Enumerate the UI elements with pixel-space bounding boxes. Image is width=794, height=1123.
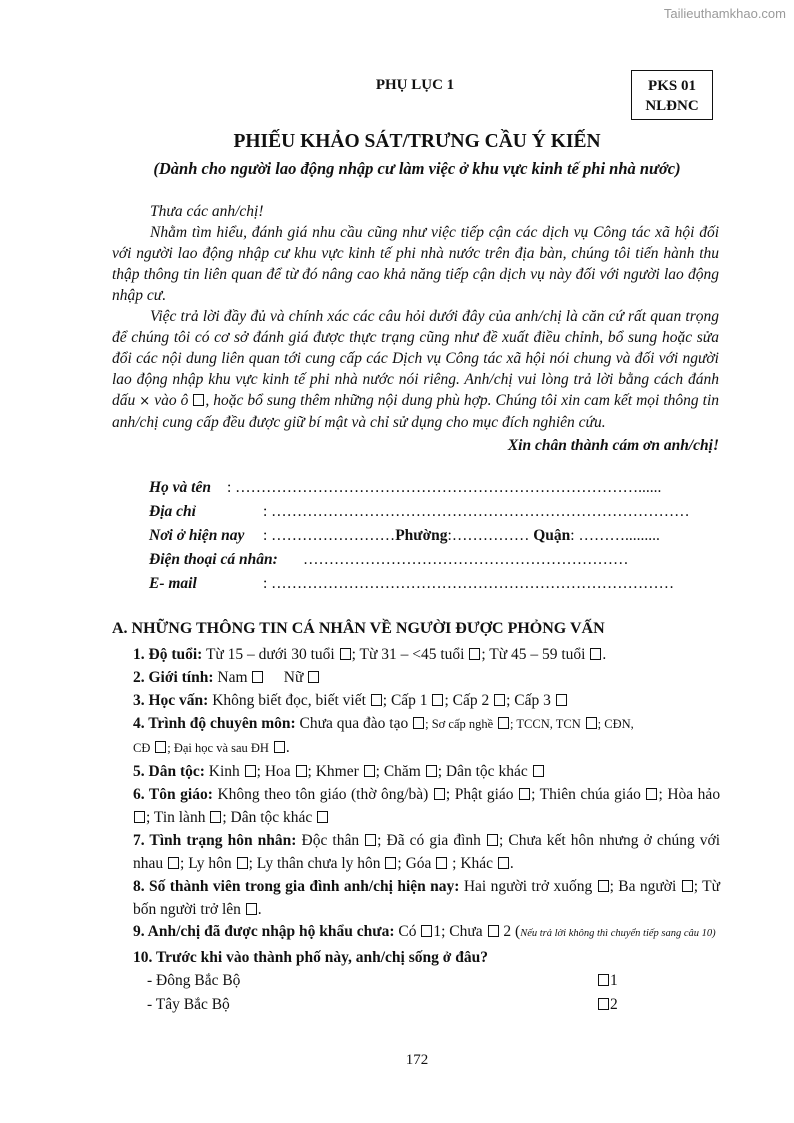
q10-checkbox-2[interactable] bbox=[598, 998, 609, 1010]
q3-label: 3. Học vấn: bbox=[133, 692, 209, 709]
email-label: E- mail bbox=[149, 575, 197, 592]
watermark: Tailieuthamkhao.com bbox=[663, 6, 786, 21]
q6-checkbox-6[interactable] bbox=[317, 811, 328, 823]
q7-option-1: Độc thân bbox=[301, 832, 360, 849]
q4-option-4: ; CĐN, bbox=[597, 717, 634, 731]
q6-option-6: ; Dân tộc khác bbox=[222, 809, 313, 826]
q6-checkbox-4[interactable] bbox=[134, 811, 145, 823]
residence-dots-3: : ………......... bbox=[570, 527, 660, 544]
q9-label: 9. Anh/chị đã được nhập hộ khẩu chưa: bbox=[133, 923, 395, 940]
q7-checkbox-5[interactable] bbox=[385, 857, 396, 869]
q4-option-5: CĐ bbox=[133, 741, 151, 755]
q7-label: 7. Tình trạng hôn nhân: bbox=[133, 832, 297, 849]
q7-checkbox-3[interactable] bbox=[168, 857, 179, 869]
q2-checkbox-2[interactable] bbox=[308, 671, 319, 683]
q5-option-4: ; Chăm bbox=[375, 763, 421, 780]
q8-checkbox-3[interactable] bbox=[246, 903, 257, 915]
q5-checkbox-1[interactable] bbox=[245, 765, 256, 777]
name-row[interactable] bbox=[149, 476, 719, 500]
q8-checkbox-2[interactable] bbox=[682, 880, 693, 892]
q7-checkbox-6[interactable] bbox=[436, 857, 447, 869]
q2-label: 2. Giới tính: bbox=[133, 669, 214, 686]
q8-checkbox-1[interactable] bbox=[598, 880, 609, 892]
q6-separator: ; bbox=[658, 786, 663, 803]
q4-checkbox-2[interactable] bbox=[498, 717, 509, 729]
q10-option-1-code: 1 bbox=[610, 972, 618, 989]
question-4 bbox=[133, 712, 720, 760]
q6-option-2: ; Phật giáo bbox=[445, 786, 514, 803]
q10-option-1-text: - Đông Bắc Bộ bbox=[147, 972, 241, 989]
question-8 bbox=[133, 875, 720, 921]
phone-label: Điện thoại cá nhân: bbox=[149, 551, 278, 568]
q5-checkbox-2[interactable] bbox=[296, 765, 307, 777]
email-field[interactable]: : …………………………………………………………………… bbox=[263, 575, 675, 592]
q10-option-2-code: 2 bbox=[610, 996, 618, 1013]
appendix-label: PHỤ LỤC 1 bbox=[375, 77, 455, 93]
question-6 bbox=[133, 783, 720, 829]
q10-option-1-answer[interactable] bbox=[597, 969, 618, 993]
q5-checkbox-3[interactable] bbox=[364, 765, 375, 777]
greeting: Thưa các anh/chị! bbox=[150, 203, 264, 220]
q6-option-3: ; Thiên chúa giáo bbox=[531, 786, 641, 803]
address-field[interactable]: : ……………………………………………………………………… bbox=[263, 503, 690, 520]
q8-option-1: Hai người trở xuống bbox=[463, 878, 593, 895]
q5-option-1: Kinh bbox=[208, 763, 240, 780]
residence-dots-2: :…………… bbox=[447, 527, 534, 544]
form-code-box bbox=[631, 70, 713, 120]
q5-checkbox-5[interactable] bbox=[533, 765, 544, 777]
q1-checkbox-2[interactable] bbox=[469, 648, 480, 660]
thanks-line: Xin chân thành cám ơn anh/chị! bbox=[507, 437, 719, 454]
q4-end: . bbox=[285, 739, 290, 756]
q4-label: 4. Trình độ chuyên môn: bbox=[133, 715, 296, 732]
q3-checkbox-2[interactable] bbox=[432, 694, 443, 706]
q6-option-5: ; Tin lành bbox=[146, 809, 206, 826]
q2-checkbox-1[interactable] bbox=[252, 671, 263, 683]
form-code-line2: NLĐNC bbox=[645, 98, 699, 114]
q1-end: . bbox=[602, 646, 607, 663]
q4-checkbox-4[interactable] bbox=[155, 741, 166, 753]
q9-note: Nếu trả lời không thì chuyển tiếp sang câu 10) bbox=[520, 928, 716, 939]
address-label: Địa chỉ bbox=[149, 503, 196, 520]
q7-end: . bbox=[509, 855, 514, 872]
q8-label: 8. Số thành viên trong gia đình anh/chị hiện nay: bbox=[133, 878, 460, 895]
intro-p2-part-b: vào ô bbox=[154, 392, 189, 409]
form-code-line1: PKS 01 bbox=[648, 78, 696, 94]
residence-dots-1: : …………………… bbox=[263, 527, 396, 544]
q8-option-3: ; Từ bốn người trở lên bbox=[133, 878, 720, 918]
q7-checkbox-7[interactable] bbox=[498, 857, 509, 869]
q7-checkbox-2[interactable] bbox=[487, 834, 498, 846]
question-9 bbox=[133, 921, 720, 944]
q1-label: 1. Độ tuổi: bbox=[133, 646, 203, 663]
q3-checkbox-4[interactable] bbox=[556, 694, 567, 706]
q6-checkbox-2[interactable] bbox=[519, 788, 530, 800]
q2-option-1: Nam bbox=[217, 669, 248, 686]
q3-option-1: Không biết đọc, biết viết bbox=[212, 692, 366, 709]
q3-option-4: ; Cấp 3 bbox=[506, 692, 551, 709]
page-number: 172 bbox=[405, 1052, 429, 1068]
q5-option-3: ; Khmer bbox=[307, 763, 359, 780]
q5-option-2: ; Hoa bbox=[256, 763, 291, 780]
q7-option-2: ; Đã có gia đình bbox=[377, 832, 481, 849]
q6-checkbox-3[interactable] bbox=[646, 788, 657, 800]
q1-checkbox-3[interactable] bbox=[590, 648, 601, 660]
q6-option-1: Không theo tôn giáo (thờ ông/bà) bbox=[217, 786, 429, 803]
q1-checkbox-1[interactable] bbox=[340, 648, 351, 660]
residence-row[interactable] bbox=[149, 524, 719, 548]
question-5 bbox=[133, 760, 720, 783]
question-3 bbox=[133, 689, 720, 712]
intro-paragraph-1: Nhằm tìm hiểu, đánh giá nhu cầu cũng như việc tiếp cận các dịch vụ Công tác xã hội đối với người lao động nhập cư khu vực kinh tế phi nhà nước trên địa bàn, chúng tôi tiến hành thu thập thông tin liên quan để từ đó nâng cao khả năng tiếp cận dịch vụ này đối với người lao động nhập cư. bbox=[112, 224, 719, 304]
page-title: PHIẾU KHẢO SÁT/TRƯNG CẦU Ý KIẾN bbox=[233, 131, 601, 152]
q10-option-row bbox=[133, 993, 720, 1017]
phone-row[interactable] bbox=[149, 548, 719, 572]
name-label: Họ và tên bbox=[149, 479, 211, 496]
q9-option-yes: Có bbox=[398, 923, 417, 940]
q4-option-6: ; Đại học và sau ĐH bbox=[167, 741, 269, 755]
q3-option-2: ; Cấp 1 bbox=[382, 692, 428, 709]
q10-option-row bbox=[133, 969, 720, 993]
q6-checkbox-5[interactable] bbox=[210, 811, 221, 823]
q3-option-3: ; Cấp 2 bbox=[444, 692, 490, 709]
personal-info-block bbox=[149, 476, 719, 596]
intro-p2-part-c: , hoặc bổ sung thêm những nội dung phù hợp. Chúng tôi xin cam kết mọi thông tin anh/chị cung cấp đều được giữ bí mật và chỉ sử dụng cho mục đích nghiên cứu. bbox=[112, 392, 720, 431]
q9-checkbox-no[interactable] bbox=[488, 925, 499, 937]
q4-option-3: ; TCCN, TCN bbox=[510, 717, 581, 731]
q5-label: 5. Dân tộc: bbox=[133, 763, 205, 780]
intro-paragraph-2 bbox=[112, 306, 719, 433]
question-2 bbox=[133, 666, 720, 689]
q4-option-2: ; Sơ cấp nghề bbox=[425, 717, 494, 731]
q7-option-5: ; Ly thân chưa ly hôn bbox=[248, 855, 381, 872]
q1-option-1: Từ 15 – dưới 30 tuổi bbox=[205, 646, 335, 663]
q10-label: 10. Trước khi vào thành phố này, anh/chị sống ở đâu? bbox=[133, 949, 488, 966]
q5-option-5: ; Dân tộc khác bbox=[437, 763, 528, 780]
q9-checkbox-yes[interactable] bbox=[421, 925, 432, 937]
q7-checkbox-1[interactable] bbox=[365, 834, 376, 846]
q7-option-7: ; Khác bbox=[452, 855, 494, 872]
x-mark-icon: × bbox=[139, 394, 151, 409]
q9-option-no: 1; Chưa bbox=[433, 923, 483, 940]
address-row[interactable] bbox=[149, 500, 719, 524]
q7-checkbox-4[interactable] bbox=[237, 857, 248, 869]
section-a-heading: A. NHỮNG THÔNG TIN CÁ NHÂN VỀ NGƯỜI ĐƯỢC PHỎNG VẤN bbox=[112, 620, 605, 637]
questions-list bbox=[133, 643, 720, 1017]
intro-text bbox=[112, 201, 719, 456]
q6-label: 6. Tôn giáo: bbox=[133, 786, 213, 803]
q3-checkbox-3[interactable] bbox=[494, 694, 505, 706]
q4-checkbox-5[interactable] bbox=[274, 741, 285, 753]
q8-option-2: ; Ba người bbox=[609, 878, 677, 895]
q9-code-2: 2 ( bbox=[503, 923, 521, 940]
phone-field[interactable]: ……………………………………………………… bbox=[303, 551, 629, 568]
question-1 bbox=[133, 643, 720, 666]
q10-option-2-answer[interactable] bbox=[597, 993, 618, 1017]
q10-checkbox-1[interactable] bbox=[598, 974, 609, 986]
question-10 bbox=[133, 946, 720, 969]
name-field[interactable]: : ……………………………………………………………………...... bbox=[227, 479, 662, 496]
residence-label: Nơi ở hiện nay bbox=[149, 527, 245, 544]
q6-option-4: Hòa hảo bbox=[667, 786, 721, 803]
q4-checkbox-1[interactable] bbox=[413, 717, 424, 729]
intro-p2-part-a: Việc trả lời đầy đủ và chính xác các câu hỏi dưới đây của anh/chị là căn cứ rất quan trọng để chúng tôi có cơ sở đánh giá được thực trạng cũng như đề xuất điều chỉnh, bổ sung hoặc sửa đổi các nội dung liên quan tới cung cấp các Dịch vụ Công tác xã hội nói chung và đối với người lao động nhập khu vực kinh tế phi nhà nước nói riêng. Anh/chị vui lòng trả lời bằng cách đánh dấu bbox=[112, 308, 719, 409]
email-row[interactable] bbox=[149, 572, 719, 596]
q4-option-1: Chưa qua đào tạo bbox=[299, 715, 409, 732]
q6-checkbox-1[interactable] bbox=[434, 788, 445, 800]
q2-option-2: Nữ bbox=[283, 669, 304, 686]
q1-option-3: ; Từ 45 – 59 tuổi bbox=[481, 646, 586, 663]
q5-checkbox-4[interactable] bbox=[426, 765, 437, 777]
q3-checkbox-1[interactable] bbox=[371, 694, 382, 706]
ward-label: Phường bbox=[395, 527, 448, 544]
district-label: Quận bbox=[533, 527, 571, 544]
page-subtitle: (Dành cho người lao động nhập cư làm việc ở khu vực kinh tế phi nhà nước) bbox=[153, 159, 681, 178]
q7-option-6: ; Góa bbox=[397, 855, 432, 872]
residence-field[interactable] bbox=[263, 524, 660, 548]
q7-option-4: ; Ly hôn bbox=[180, 855, 232, 872]
question-7 bbox=[133, 829, 720, 875]
q10-option-2-text: - Tây Bắc Bộ bbox=[147, 996, 230, 1013]
checkbox-icon bbox=[193, 394, 204, 406]
q8-end: . bbox=[257, 901, 262, 918]
q1-option-2: ; Từ 31 – <45 tuổi bbox=[351, 646, 465, 663]
q7-option-3: ; Chưa kết hôn nhưng ở chúng với nhau bbox=[133, 832, 721, 872]
q4-checkbox-3[interactable] bbox=[586, 717, 597, 729]
